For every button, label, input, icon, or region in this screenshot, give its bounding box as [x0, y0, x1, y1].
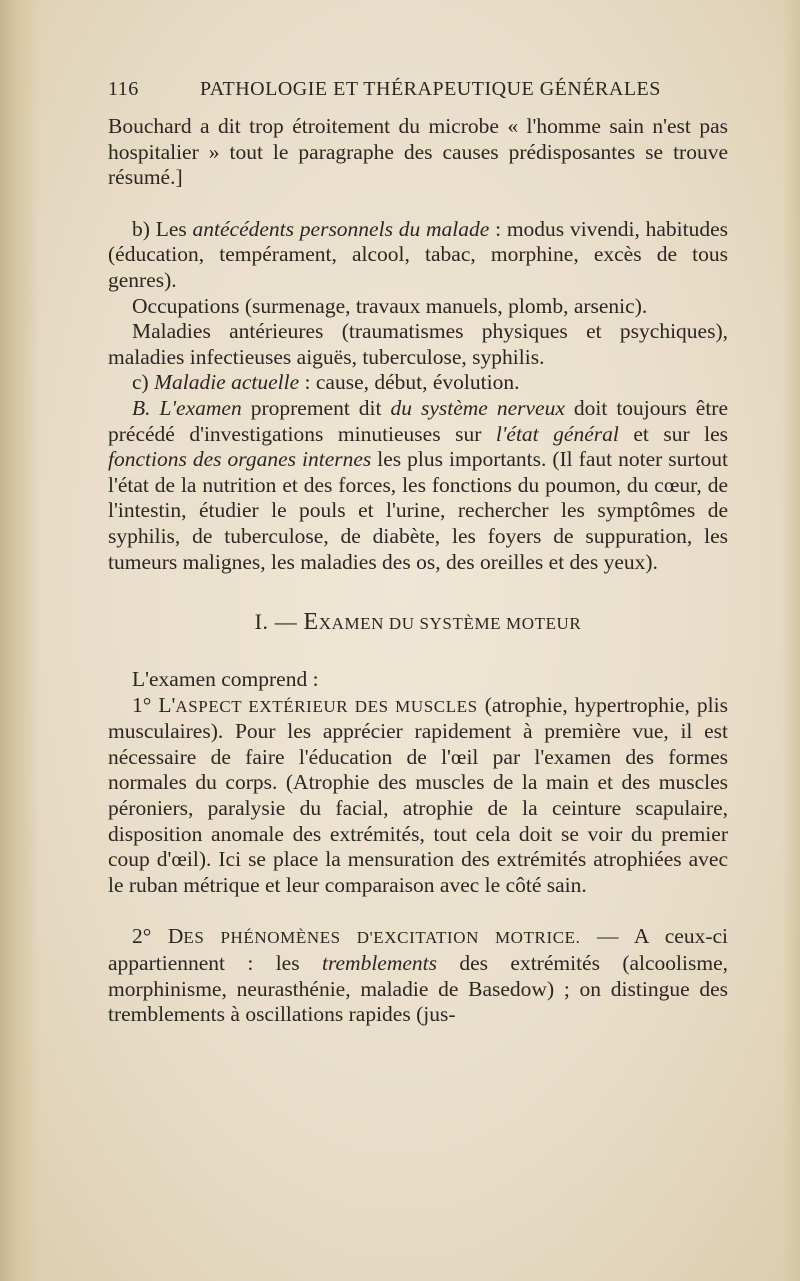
item-label: 2° [132, 924, 168, 949]
emphasis: tremblements [321, 951, 438, 976]
paragraph: L'examen comprend : [132, 667, 319, 692]
emphasis: l'état général [495, 421, 619, 446]
text-run: et sur les [618, 421, 728, 446]
text-run: les plus importants. (Il faut noter surtout l'état de la nutrition et des forces, les fonctions du poumon, du cœur, de l'intestin, étudier le pouls et l'urine, rechercher les symptômes de syphilis, de tuberculose, de diabète, les foyers de suppuration, les tumeurs malignes, les maladies des os, des oreilles et des yeux). [108, 447, 728, 574]
paragraph: Bouchard a dit trop étroitement du microbe « l'homme sain n'est pas hospitalier » tout le paragraphe des causes prédisposantes se trouve résumé.] [108, 114, 728, 190]
section-heading [108, 609, 728, 637]
section-numeral: I. — [254, 609, 304, 635]
emphasis: L'examen [159, 395, 242, 420]
item-label: b) Les [132, 216, 193, 241]
item-label: B. [132, 395, 160, 420]
heading-initial: L' [158, 692, 176, 717]
emphasis: antécédents personnels du malade [192, 216, 490, 241]
main-text [108, 114, 728, 1028]
page-edge-shadow-left [0, 0, 40, 1281]
text-run: proprement dit [241, 395, 391, 420]
paragraph [108, 924, 728, 1027]
paragraph [108, 370, 728, 396]
page-edge-shadow-right [782, 0, 800, 1281]
emphasis: du système nerveux [390, 395, 565, 420]
text-run: (atrophie, hypertrophie, plis musculaires). Pour les apprécier rapidement à première vue, il est nécessaire de faire l'éducation de l'œil par l'examen des formes normales du corps. (Atrophie des muscles de la main et des muscles péroniers, paralysie du facial, atrophie de la ceinture scapulaire, disposition anomale des extrémités, tout cela doit se voir du premier coup d'œil). Ici se place la mensuration des extrémités atrophiées avec le ruban métrique et leur comparaison avec le côté sain. [108, 692, 728, 897]
small-caps-run: ES PHÉNOMÈNES D'EXCITATION MOTRICE. [183, 928, 581, 948]
item-label: c) [132, 370, 155, 395]
small-caps-run: ASPECT EXTÉRIEUR DES MUSCLES [175, 696, 478, 716]
paragraph [108, 396, 728, 575]
item-label: 1° [132, 692, 159, 717]
text-run: : cause, début, évolution. [299, 370, 520, 395]
text-run: des extrémités (alcoolisme, morphinisme, neurasthénie, maladie de Basedow) ; on distingue des tremblements à oscillations rapides (jus- [108, 951, 728, 1027]
text-run: — A ceux-ci appartiennent : les [108, 924, 728, 976]
paragraph [108, 693, 728, 899]
emphasis: fonctions des organes internes [108, 447, 372, 472]
running-title: PATHOLOGIE ET THÉRAPEUTIQUE GÉNÉRALES [200, 78, 661, 100]
heading-initial: E [303, 609, 319, 636]
text-run: doit toujours être précédé d'investigations minutieuses sur [108, 395, 728, 446]
paragraph: Maladies antérieures (traumatismes physiques et psychiques), maladies infectieuses aiguës, tuberculose, syphilis. [108, 319, 728, 369]
emphasis: Maladie actuelle [154, 370, 300, 395]
page-number: 116 [108, 78, 139, 100]
text-run: : modus vivendi, habitudes (éducation, tempérament, alcool, tabac, morphine, excès de tous genres). [108, 216, 728, 292]
heading-text: XAMEN DU SYSTÈME MOTEUR [318, 614, 582, 634]
heading-initial: D [167, 924, 184, 949]
paragraph: Occupations (surmenage, travaux manuels, plomb, arsenic). [132, 293, 648, 318]
paragraph [108, 217, 728, 294]
